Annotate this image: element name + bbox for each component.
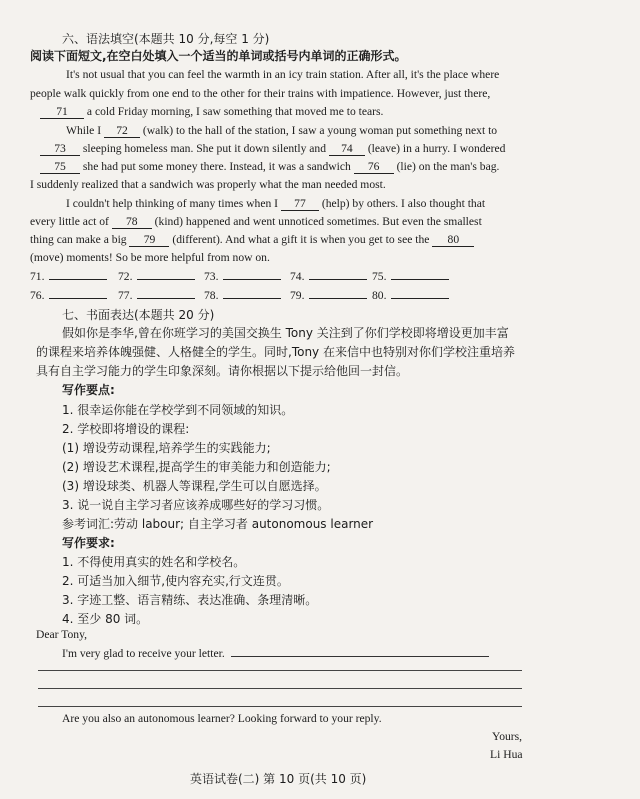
letter-closing-line: Are you also an autonomous learner? Looking forward to your reply. [62, 712, 382, 725]
point-1: 1. 很幸运你能在学校学到不同领域的知识。 [62, 403, 294, 417]
answer-field-73[interactable] [223, 269, 281, 280]
requirement-3: 3. 字迹工整、语言精练、表达准确、条理清晰。 [62, 593, 318, 607]
passage-line-7: I suddenly realized that a sandwich was properly what the man needed most. [30, 178, 386, 191]
blank-80[interactable]: 80 [432, 233, 474, 247]
passage-line-9: every little act of 78 (kind) happened and went unnoticed sometimes. But even the smallest [30, 215, 482, 228]
passage-line-5: 73 sleeping homeless man. She put it down silently and 74 (leave) in a hurry. I wondered [40, 142, 505, 156]
blank-78[interactable]: 78 [112, 215, 152, 229]
blank-75[interactable]: 75 [40, 160, 80, 174]
prompt-line-3: 具有自主学习能力的学生印象深刻。请你根据以下提示给他回一封信。 [36, 364, 409, 378]
point-2-sub-2: (2) 增设艺术课程,提高学生的审美能力和创造能力; [62, 460, 331, 474]
blank-72[interactable]: 72 [104, 124, 140, 138]
passage-line-8: I couldn't help thinking of many times when I 77 (help) by others. I also thought that [66, 197, 486, 210]
answer-field-80[interactable] [391, 288, 449, 299]
section-6-instruction: 阅读下面短文,在空白处填入一个适当的单词或括号内单词的正确形式。 [30, 49, 407, 63]
writing-line-1[interactable] [38, 670, 522, 671]
requirement-2: 2. 可适当加入细节,使内容充实,行文连贯。 [62, 574, 289, 588]
section-7-title: 七、书面表达(本题共 20 分) [62, 308, 215, 322]
letter-opening: I'm very glad to receive your letter. [62, 647, 489, 660]
passage-line-3: 71 a cold Friday morning, I saw something that moved me to tears. [40, 105, 383, 119]
passage-line-4: While I 72 (walk) to the hall of the station, I saw a young woman put something next to [66, 124, 498, 137]
requirement-4: 4. 至少 80 词。 [62, 612, 149, 626]
requirement-1: 1. 不得使用真实的姓名和学校名。 [62, 555, 246, 569]
answer-field-78[interactable] [223, 288, 281, 299]
letter-salutation: Dear Tony, [36, 628, 88, 641]
reference-vocab: 参考词汇:劳动 labour; 自主学习者 autonomous learner [62, 517, 374, 531]
letter-signoff: Yours, [492, 730, 523, 743]
blank-74[interactable]: 74 [329, 142, 365, 156]
requirements-title: 写作要求: [62, 536, 115, 550]
section-6-title: 六、语法填空(本题共 10 分,每空 1 分) [62, 32, 270, 46]
answer-field-71[interactable] [49, 269, 107, 280]
passage-line-1: It's not usual that you can feel the warmth in an icy train station. After all, it's the place where [66, 68, 500, 81]
writing-line-3[interactable] [38, 706, 522, 707]
writing-line-2[interactable] [38, 688, 522, 689]
blank-76[interactable]: 76 [354, 160, 394, 174]
writing-line-0[interactable] [231, 647, 489, 657]
passage-line-6: 75 she had put some money there. Instead, it was a sandwich 76 (lie) on the man's bag. [40, 160, 499, 174]
answer-field-74[interactable] [309, 269, 367, 280]
prompt-line-2: 的课程来培养体魄强健、人格健全的学生。同时,Tony 在来信中也特别对你们学校注重培养 [36, 345, 515, 359]
answer-field-75[interactable] [391, 269, 449, 280]
point-2-sub-1: (1) 增设劳动课程,培养学生的实践能力; [62, 441, 271, 455]
passage-line-2: people walk quickly from one end to the other for their trains with impatience. However, just there, [30, 87, 491, 100]
answer-field-77[interactable] [137, 288, 195, 299]
answer-row-2: 76. 77. 78. 79. 80. [30, 288, 458, 302]
answer-row-1: 71. 72. 73. 74. 75. [30, 269, 458, 283]
prompt-line-1: 假如你是李华,曾在你班学习的美国交换生 Tony 关注到了你们学校即将增设更加丰富 [62, 326, 509, 340]
point-2: 2. 学校即将增设的课程: [62, 422, 190, 436]
blank-79[interactable]: 79 [129, 233, 169, 247]
blank-77[interactable]: 77 [281, 197, 319, 211]
points-title: 写作要点: [62, 383, 115, 397]
answer-field-76[interactable] [49, 288, 107, 299]
letter-name: Li Hua [490, 748, 523, 761]
point-3: 3. 说一说自主学习者应该养成哪些好的学习习惯。 [62, 498, 330, 512]
answer-field-79[interactable] [309, 288, 367, 299]
blank-71[interactable]: 71 [40, 105, 84, 119]
point-2-sub-3: (3) 增设球类、机器人等课程,学生可以自愿选择。 [62, 479, 327, 493]
passage-line-11: (move) moments! So be more helpful from now on. [30, 251, 270, 264]
passage-line-10: thing can make a big 79 (different). And what a gift it is when you get to see the 80 [30, 233, 474, 247]
page-footer: 英语试卷(二) 第 10 页(共 10 页) [190, 772, 367, 786]
answer-field-72[interactable] [137, 269, 195, 280]
blank-73[interactable]: 73 [40, 142, 80, 156]
